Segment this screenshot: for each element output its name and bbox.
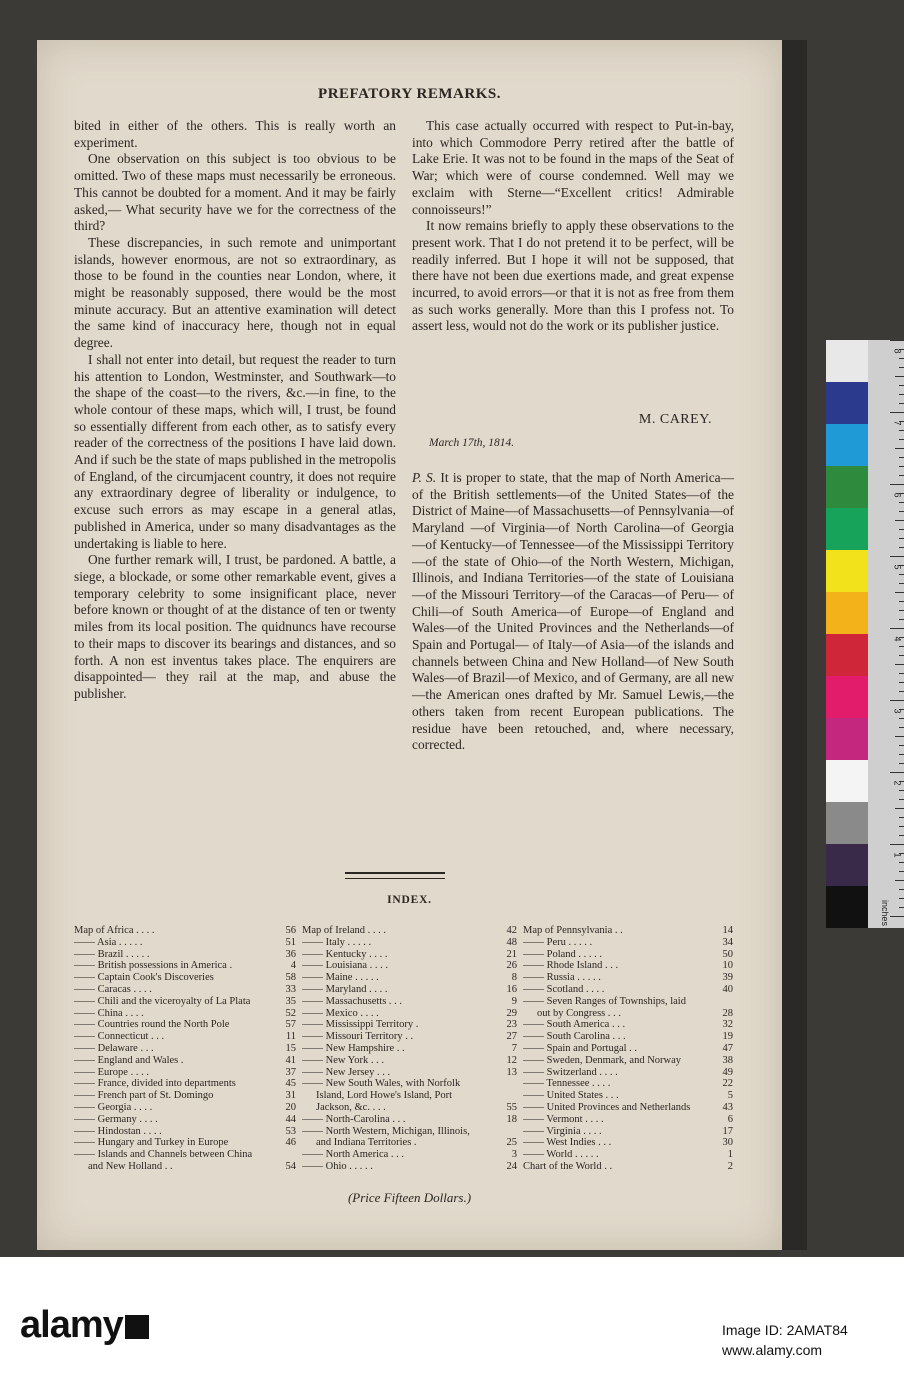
index-entry-page: 29	[506, 1007, 517, 1019]
index-entry	[74, 984, 296, 996]
ruler-number: 7	[892, 420, 903, 426]
index-entry-label: —— Europe . . . .	[74, 1066, 149, 1078]
ruler-tick	[899, 529, 904, 530]
index-entry	[74, 1078, 296, 1090]
index-entry	[302, 1161, 517, 1173]
ruler-tick	[899, 367, 904, 368]
index-entry	[302, 937, 517, 949]
index-entry-label: Map of Ireland . . . .	[302, 925, 386, 936]
index-entry-page: 4	[290, 960, 296, 972]
index-entry-page: 3	[511, 1149, 517, 1161]
ruler-tick	[899, 790, 904, 791]
index-entry-label: —— Captain Cook's Discoveries	[74, 972, 214, 984]
index-entry-label: —— Switzerland . . . .	[523, 1066, 618, 1078]
index-entry-label: —— France, divided into departments	[74, 1078, 236, 1090]
index-entry-page: 58	[285, 972, 296, 984]
index-entry-page: 24	[506, 1160, 517, 1172]
index-entry	[74, 1126, 296, 1138]
index-entry-label: out by Congress . . .	[537, 1007, 621, 1019]
index-entry	[74, 1008, 296, 1020]
ruler-tick	[890, 628, 904, 629]
index-entry-label: —— South America . . .	[523, 1019, 626, 1031]
index-entry	[302, 1114, 517, 1126]
index-entry-label: —— Germany . . . .	[74, 1113, 158, 1125]
ruler-number: 4	[892, 636, 903, 642]
index-entry-label: —— Delaware . . .	[74, 1042, 154, 1054]
index-entry-label: —— Missouri Territory . .	[302, 1031, 414, 1043]
ruler-tick	[899, 403, 904, 404]
index-entry-page: 33	[285, 983, 296, 995]
index-entry-page: 52	[285, 1007, 296, 1019]
index-entry-label: —— Ohio . . . . .	[302, 1160, 373, 1172]
ruler-tick	[899, 682, 904, 683]
color-swatch	[826, 844, 868, 886]
ruler-tick	[899, 574, 904, 575]
index-entry-label: —— Connecticut . . .	[74, 1031, 165, 1043]
index-entry	[302, 960, 517, 972]
index-entry	[523, 925, 733, 937]
color-swatch	[826, 676, 868, 718]
index-entry-label: —— Scotland . . . .	[523, 983, 605, 995]
index-column-1	[74, 925, 296, 1173]
ruler-label: inches	[879, 899, 890, 927]
color-swatch	[826, 424, 868, 466]
index-entry-label: —— World . . . . .	[523, 1149, 599, 1161]
index-entry-page: 44	[285, 1113, 296, 1125]
ruler-tick	[899, 835, 904, 836]
ruler-tick	[895, 880, 904, 881]
index-entry	[302, 1067, 517, 1079]
index-entry-label: —— Mississippi Territory .	[302, 1019, 419, 1031]
index-entry-page	[515, 1126, 517, 1138]
index-entry	[302, 1055, 517, 1067]
postscript-lead: P. S.	[412, 470, 437, 485]
index-entry-page: 51	[285, 936, 296, 948]
logo-square-icon	[125, 1315, 149, 1339]
color-swatch	[826, 886, 868, 928]
index-entry-label: —— Chili and the viceroyalty of La Plata	[74, 995, 251, 1007]
index-entry-page: 40	[722, 983, 733, 995]
index-entry-label: —— Poland . . . . .	[523, 948, 603, 960]
index-entry	[74, 1031, 296, 1043]
index-entry-page: 6	[727, 1113, 733, 1125]
index-entry	[302, 1090, 517, 1102]
index-entry	[302, 1008, 517, 1020]
index-entry-page: 7	[511, 1042, 517, 1054]
ruler-tick	[899, 889, 904, 890]
index-entry-page: 53	[285, 1125, 296, 1137]
page-shadow	[782, 40, 807, 1250]
paragraph: This case actually occurred with respect to Put-in-bay, into which Commodore Perry retired after the battle of Lake Erie. It was not to be found in the maps of the Seat of War; which were of course condemned. Well may we exclaim with Sterne—“Excellent critics! Admirable connoisseurs!”	[412, 118, 734, 217]
ruler-tick	[890, 340, 904, 341]
index-entry	[74, 996, 296, 1008]
index-entry-page: 30	[722, 1137, 733, 1149]
index-entry-page: 39	[722, 972, 733, 984]
color-swatch	[826, 802, 868, 844]
index-entry	[523, 1008, 733, 1020]
index-entry	[74, 1043, 296, 1055]
page-title: PREFATORY REMARKS.	[318, 86, 501, 102]
index-entry-label: —— Islands and Channels between China	[74, 1149, 253, 1161]
index-entry-page: 54	[285, 1160, 296, 1172]
index-entry-page: 16	[506, 983, 517, 995]
index-entry-page: 25	[506, 1137, 517, 1149]
index-entry	[74, 1161, 296, 1173]
ruler-tick	[899, 538, 904, 539]
index-entry-page: 31	[285, 1090, 296, 1102]
index-entry	[523, 1149, 733, 1161]
index-entry-page: 26	[506, 960, 517, 972]
index-entry-page	[515, 1090, 517, 1102]
ruler-tick	[890, 484, 904, 485]
index-entry-page: 5	[727, 1090, 733, 1102]
index-entry	[523, 949, 733, 961]
index-entry-page: 57	[285, 1019, 296, 1031]
index-entry-page: 43	[722, 1101, 733, 1113]
ruler-tick	[899, 826, 904, 827]
index-entry-label: —— Russia . . . . .	[523, 972, 601, 984]
ruler-tick	[899, 727, 904, 728]
document-page	[37, 40, 782, 1250]
index-entry	[302, 996, 517, 1008]
ruler-tick	[899, 475, 904, 476]
ruler-tick	[899, 430, 904, 431]
index-entry-label: —— Maine . . . . .	[302, 972, 379, 984]
index-entry-page: 49	[722, 1066, 733, 1078]
ruler-tick	[899, 817, 904, 818]
color-swatch	[826, 592, 868, 634]
index-entry-label: Chart of the World . .	[523, 1160, 613, 1172]
ruler-tick	[899, 691, 904, 692]
ruler-tick	[899, 673, 904, 674]
index-entry-label: —— Caracas . . . .	[74, 983, 152, 995]
ruler-tick	[899, 871, 904, 872]
ruler-number: 2	[892, 780, 903, 786]
ruler-tick	[890, 772, 904, 773]
color-swatch	[826, 760, 868, 802]
index-entry	[302, 1102, 517, 1114]
ruler-tick	[890, 556, 904, 557]
ruler-tick	[899, 466, 904, 467]
index-entry-label: and Indiana Territories .	[316, 1137, 417, 1149]
index-entry	[523, 960, 733, 972]
index-entry-label: Jackson, &c. . . .	[316, 1101, 386, 1113]
index-entry-label: —— United Provinces and Netherlands	[523, 1101, 691, 1113]
paragraph: I shall not enter into detail, but request the reader to turn his attention to London, Westminster, and Southwark—to the shape of the coast—to the rivers, &c.—in fine, to the whole contour of these maps, which will, I trust, be found so essentially different from each other, as to satisfy every reader of the correctness of the positions I have laid down. And if such be the state of maps published in the metropolis of England, of the circumjacent country, it does not require any extraordinary degree of liberality or indulgence, to excuse such errors as may escape in a general atlas, published in America, under so many disadvantages as the undertaking is liable to here.	[74, 351, 396, 551]
right-column	[412, 118, 734, 335]
paragraph: One further remark will, I trust, be pardoned. A battle, a siege, a blockade, or some other remarkable event, gives a temporary celebrity to some insignificant place, never before known or thought of at the distance of ten or twenty miles from its local position. The quidnuncs have recourse to their maps to discover its bearings and distances, and so forth. A non est inventus takes place. The enquirers are disappointed— they rail at the map, and abuse the publisher.	[74, 552, 396, 701]
index-entry-label: —— North America . . .	[302, 1149, 405, 1161]
index-entry	[74, 1090, 296, 1102]
ruler-tick	[899, 358, 904, 359]
index-entry-page: 32	[722, 1019, 733, 1031]
ruler-tick	[899, 745, 904, 746]
index-entry-label: Map of Africa . . . .	[74, 925, 155, 936]
index-entry-label: —— North-Carolina . . .	[302, 1113, 406, 1125]
index-entry	[523, 1114, 733, 1126]
index-entry	[523, 1102, 733, 1114]
index-entry-label: —— Spain and Portugal . .	[523, 1042, 638, 1054]
index-entry-label: and New Holland . .	[88, 1160, 173, 1172]
index-column-3	[523, 925, 733, 1173]
index-entry	[302, 1043, 517, 1055]
color-swatch	[826, 382, 868, 424]
index-entry	[523, 1078, 733, 1090]
ruler-tick	[899, 898, 904, 899]
index-entry	[302, 1126, 517, 1138]
index-entry	[523, 1019, 733, 1031]
index-entry-label: —— Countries round the North Pole	[74, 1019, 230, 1031]
index-entry	[523, 1067, 733, 1079]
ruler-tick	[895, 592, 904, 593]
author-signature: M. CAREY.	[638, 412, 712, 427]
index-entry-label: —— China . . . .	[74, 1007, 144, 1019]
index-entry-page: 23	[506, 1019, 517, 1031]
index-entry-page: 55	[506, 1101, 517, 1113]
ruler-tick	[899, 610, 904, 611]
index-entry-label: —— Mexico . . . .	[302, 1007, 379, 1019]
ruler-tick	[890, 412, 904, 413]
index-entry-label: —— Hungary and Turkey in Europe	[74, 1137, 229, 1149]
postscript-text: It is proper to state, that the map of North America—of the British settlements—of the United States—of the District of Maine—of Massachusetts—of Pennsylvania—of Maryland —of Virginia—of North Carolina—of Georgia —of Kentucky—of Tennessee—of the Mississippi Territory—of the state of Ohio—of the North Western, Michigan, Illinois, and Indiana Territories—of the state of Louisiana—of the Missouri Territory—of the Caracas—of Peru— of Chili—of South America—of Europe—of England and Wales—of the United Provinces and the Netherlands—of Spain and Portugal— of Italy—of Asia—of the islands and channels between China and New Holland—of New South Wales—of Brazil—of Mexico, and of Germany, are all new—the American ones drafted by Mr. Samuel Lewis,—the others taken from recent European publications. The residue have been retouched, and, where necessary, corrected.	[412, 470, 734, 753]
index-entry	[523, 1090, 733, 1102]
index-entry	[74, 972, 296, 984]
ruler-tick	[899, 394, 904, 395]
index-entry-label: —— New Hampshire . .	[302, 1042, 405, 1054]
index-entry-page: 12	[506, 1054, 517, 1066]
color-checker	[826, 340, 904, 928]
ruler-tick	[895, 520, 904, 521]
index-entry-label: —— Virginia . . . .	[523, 1125, 602, 1137]
ruler-tick	[890, 844, 904, 845]
index-entry	[523, 1055, 733, 1067]
index-entry-label: —— Rhode Island . . .	[523, 960, 619, 972]
index-entry-label: —— Asia . . . . .	[74, 936, 143, 948]
postscript	[412, 470, 734, 754]
ruler-number: 1	[892, 852, 903, 858]
ruler-tick	[890, 916, 904, 917]
ruler-tick	[899, 862, 904, 863]
color-swatch	[826, 508, 868, 550]
ruler-number: 5	[892, 564, 903, 570]
index-entry-page: 17	[722, 1125, 733, 1137]
ruler-tick	[899, 754, 904, 755]
index-entry	[302, 949, 517, 961]
index-entry-label: —— Tennessee . . . .	[523, 1078, 611, 1090]
color-swatch	[826, 340, 868, 382]
ruler-tick	[895, 808, 904, 809]
index-entry-page: 42	[506, 925, 517, 936]
index-entry-page: 8	[511, 972, 517, 984]
index-entry-page: 13	[506, 1066, 517, 1078]
ruler-tick	[899, 547, 904, 548]
color-swatch	[826, 718, 868, 760]
index-entry-label: —— New York . . .	[302, 1054, 384, 1066]
index-entry-page: 20	[285, 1101, 296, 1113]
index-entry	[302, 1137, 517, 1149]
paragraph: It now remains briefly to apply these observations to the present work. That I do not pretend it to be perfect, will be readily inferred. But I hope it will not be supposed, that there have not been due exertions made, and great expense incurred, to avoid errors—or that it is not as free from them as such works generally. More than this I profess not. To assert less, would not do the work or its publisher justice.	[412, 218, 734, 334]
index-entry-page: 47	[722, 1042, 733, 1054]
ruler-tick	[895, 664, 904, 665]
index-column-2	[302, 925, 517, 1173]
paragraph: One observation on this subject is too obvious to be omitted. Two of these maps must necessarily be erroneous. This cannot be doubted for a moment. And it may be fairly asked,— What security have we for the correctness of the third?	[74, 151, 396, 234]
index-entry	[523, 1031, 733, 1043]
index-entry-label: —— Hindostan . . . .	[74, 1125, 162, 1137]
index-entry	[74, 1067, 296, 1079]
index-entry-page: 28	[722, 1007, 733, 1019]
index-entry	[523, 972, 733, 984]
section-divider	[345, 872, 445, 879]
image-id: Image ID: 2AMAT84	[722, 1322, 848, 1338]
index-entry-label: —— Georgia . . . .	[74, 1101, 153, 1113]
index-entry-page: 36	[285, 948, 296, 960]
ruler-tick	[895, 736, 904, 737]
ruler-tick	[899, 601, 904, 602]
alamy-logo	[20, 1304, 149, 1347]
index-entry-label: —— South Carolina . . .	[523, 1031, 626, 1043]
index-entry-label: Island, Lord Howe's Island, Port	[316, 1090, 453, 1102]
ruler-number: 6	[892, 492, 903, 498]
index-entry-page: 46	[285, 1137, 296, 1149]
index-entry-page: 45	[285, 1078, 296, 1090]
index-entry-label: —— Maryland . . . .	[302, 983, 388, 995]
index-entry-label: —— England and Wales .	[74, 1054, 184, 1066]
index-entry-page: 14	[722, 925, 733, 936]
index-entry	[74, 949, 296, 961]
left-column	[74, 118, 396, 703]
ruler-number: 8	[892, 348, 903, 354]
index-entry-page: 50	[722, 948, 733, 960]
ruler-tick	[895, 376, 904, 377]
ruler-tick	[899, 385, 904, 386]
index-entry-label: —— New Jersey . . .	[302, 1066, 391, 1078]
index-entry	[302, 984, 517, 996]
inch-ruler	[868, 340, 904, 928]
index-entry-page: 27	[506, 1031, 517, 1043]
ruler-tick	[899, 655, 904, 656]
color-swatch	[826, 634, 868, 676]
index-entry-label: —— Massachusetts . . .	[302, 995, 403, 1007]
index-entry	[74, 960, 296, 972]
index-entry	[523, 937, 733, 949]
index-entry-label: —— West Indies . . .	[523, 1137, 612, 1149]
index-entry	[523, 984, 733, 996]
index-entry-page: 41	[285, 1054, 296, 1066]
index-entry-page: 37	[285, 1066, 296, 1078]
ruler-tick	[899, 619, 904, 620]
index-entry	[302, 972, 517, 984]
index-entry	[74, 937, 296, 949]
index-entry-label: Map of Pennsylvania . .	[523, 925, 623, 936]
index-entry-page: 1	[727, 1149, 733, 1161]
index-entry-label: —— French part of St. Domingo	[74, 1090, 214, 1102]
index-entry-label: —— Brazil . . . . .	[74, 948, 150, 960]
index-entry-page: 38	[722, 1054, 733, 1066]
ruler-tick	[899, 718, 904, 719]
index-entry	[302, 1019, 517, 1031]
ruler-tick	[899, 763, 904, 764]
index-entry-page: 18	[506, 1113, 517, 1125]
date-line: March 17th, 1814.	[429, 437, 515, 449]
index-entry-label: —— United States . . .	[523, 1090, 619, 1102]
index-entry	[74, 1114, 296, 1126]
ruler-tick	[890, 700, 904, 701]
index-entry-page	[294, 1149, 296, 1161]
ruler-tick	[899, 502, 904, 503]
site-url: www.alamy.com	[722, 1342, 823, 1358]
ruler-tick	[899, 583, 904, 584]
index-entry	[74, 1102, 296, 1114]
index-entry-label: —— Peru . . . . .	[523, 936, 593, 948]
index-entry-label: —— Louisiana . . . .	[302, 960, 389, 972]
index-entry-label: —— Seven Ranges of Townships, laid	[523, 995, 686, 1007]
index-entry-page	[515, 1078, 517, 1090]
index-entry-page: 48	[506, 936, 517, 948]
paragraph: These discrepancies, in such remote and unimportant islands, however enormous, are not so extraordinary, as those to be found in the counties near London, where, it might be reasonably supposed, there would be the most minute accuracy. But an attentive examination will detect the same kind of inaccuracy here, though not in equal degree.	[74, 234, 396, 351]
index-entry-page: 11	[285, 1031, 296, 1043]
ruler-tick	[899, 511, 904, 512]
index-entry	[523, 1137, 733, 1149]
index-entry	[523, 996, 733, 1008]
index-entry-page: 56	[285, 925, 296, 936]
index-entry-label: —— British possessions in America .	[74, 960, 233, 972]
ruler-tick	[899, 439, 904, 440]
ruler-tick	[899, 907, 904, 908]
index-entry-page: 15	[285, 1042, 296, 1054]
color-swatch	[826, 466, 868, 508]
ruler-tick	[899, 799, 904, 800]
index-entry-page: 22	[722, 1078, 733, 1090]
index-entry	[74, 1149, 296, 1161]
index-entry	[74, 1019, 296, 1031]
index-entry	[74, 1055, 296, 1067]
index-entry-page: 9	[511, 995, 517, 1007]
index-entry-page	[731, 996, 733, 1008]
index-entry	[523, 1161, 733, 1173]
index-title: INDEX.	[387, 894, 432, 906]
index-entry	[523, 1043, 733, 1055]
index-entry-label: —— North Western, Michigan, Illinois,	[302, 1125, 470, 1137]
index-entry-label: —— New South Wales, with Norfolk	[302, 1078, 461, 1090]
index-entry	[523, 1126, 733, 1138]
index-entry-page: 10	[722, 960, 733, 972]
price-line: (Price Fifteen Dollars.)	[347, 1190, 472, 1205]
index-entry-page: 34	[722, 936, 733, 948]
index-entry-label: —— Italy . . . . .	[302, 936, 372, 948]
index-entry	[74, 925, 296, 937]
index-entry-page: 21	[506, 948, 517, 960]
index-entry-label: —— Vermont . . . .	[523, 1113, 604, 1125]
index-entry	[302, 1031, 517, 1043]
index-entry	[302, 925, 517, 937]
index-entry-page: 35	[285, 995, 296, 1007]
ruler-number: 3	[892, 708, 903, 714]
alamy-logo-text: alamy	[20, 1304, 123, 1346]
index-entry-page: 2	[727, 1160, 733, 1172]
ruler-tick	[895, 448, 904, 449]
ruler-tick	[899, 646, 904, 647]
index-entry	[74, 1137, 296, 1149]
index-entry	[302, 1149, 517, 1161]
index-entry-page: 19	[722, 1031, 733, 1043]
index-entry-label: —— Kentucky . . . .	[302, 948, 388, 960]
index-entry	[302, 1078, 517, 1090]
index-entry-label: —— Sweden, Denmark, and Norway	[523, 1054, 682, 1066]
ruler-tick	[899, 457, 904, 458]
paragraph: bited in either of the others. This is really worth an experiment.	[74, 118, 396, 150]
color-swatch	[826, 550, 868, 592]
